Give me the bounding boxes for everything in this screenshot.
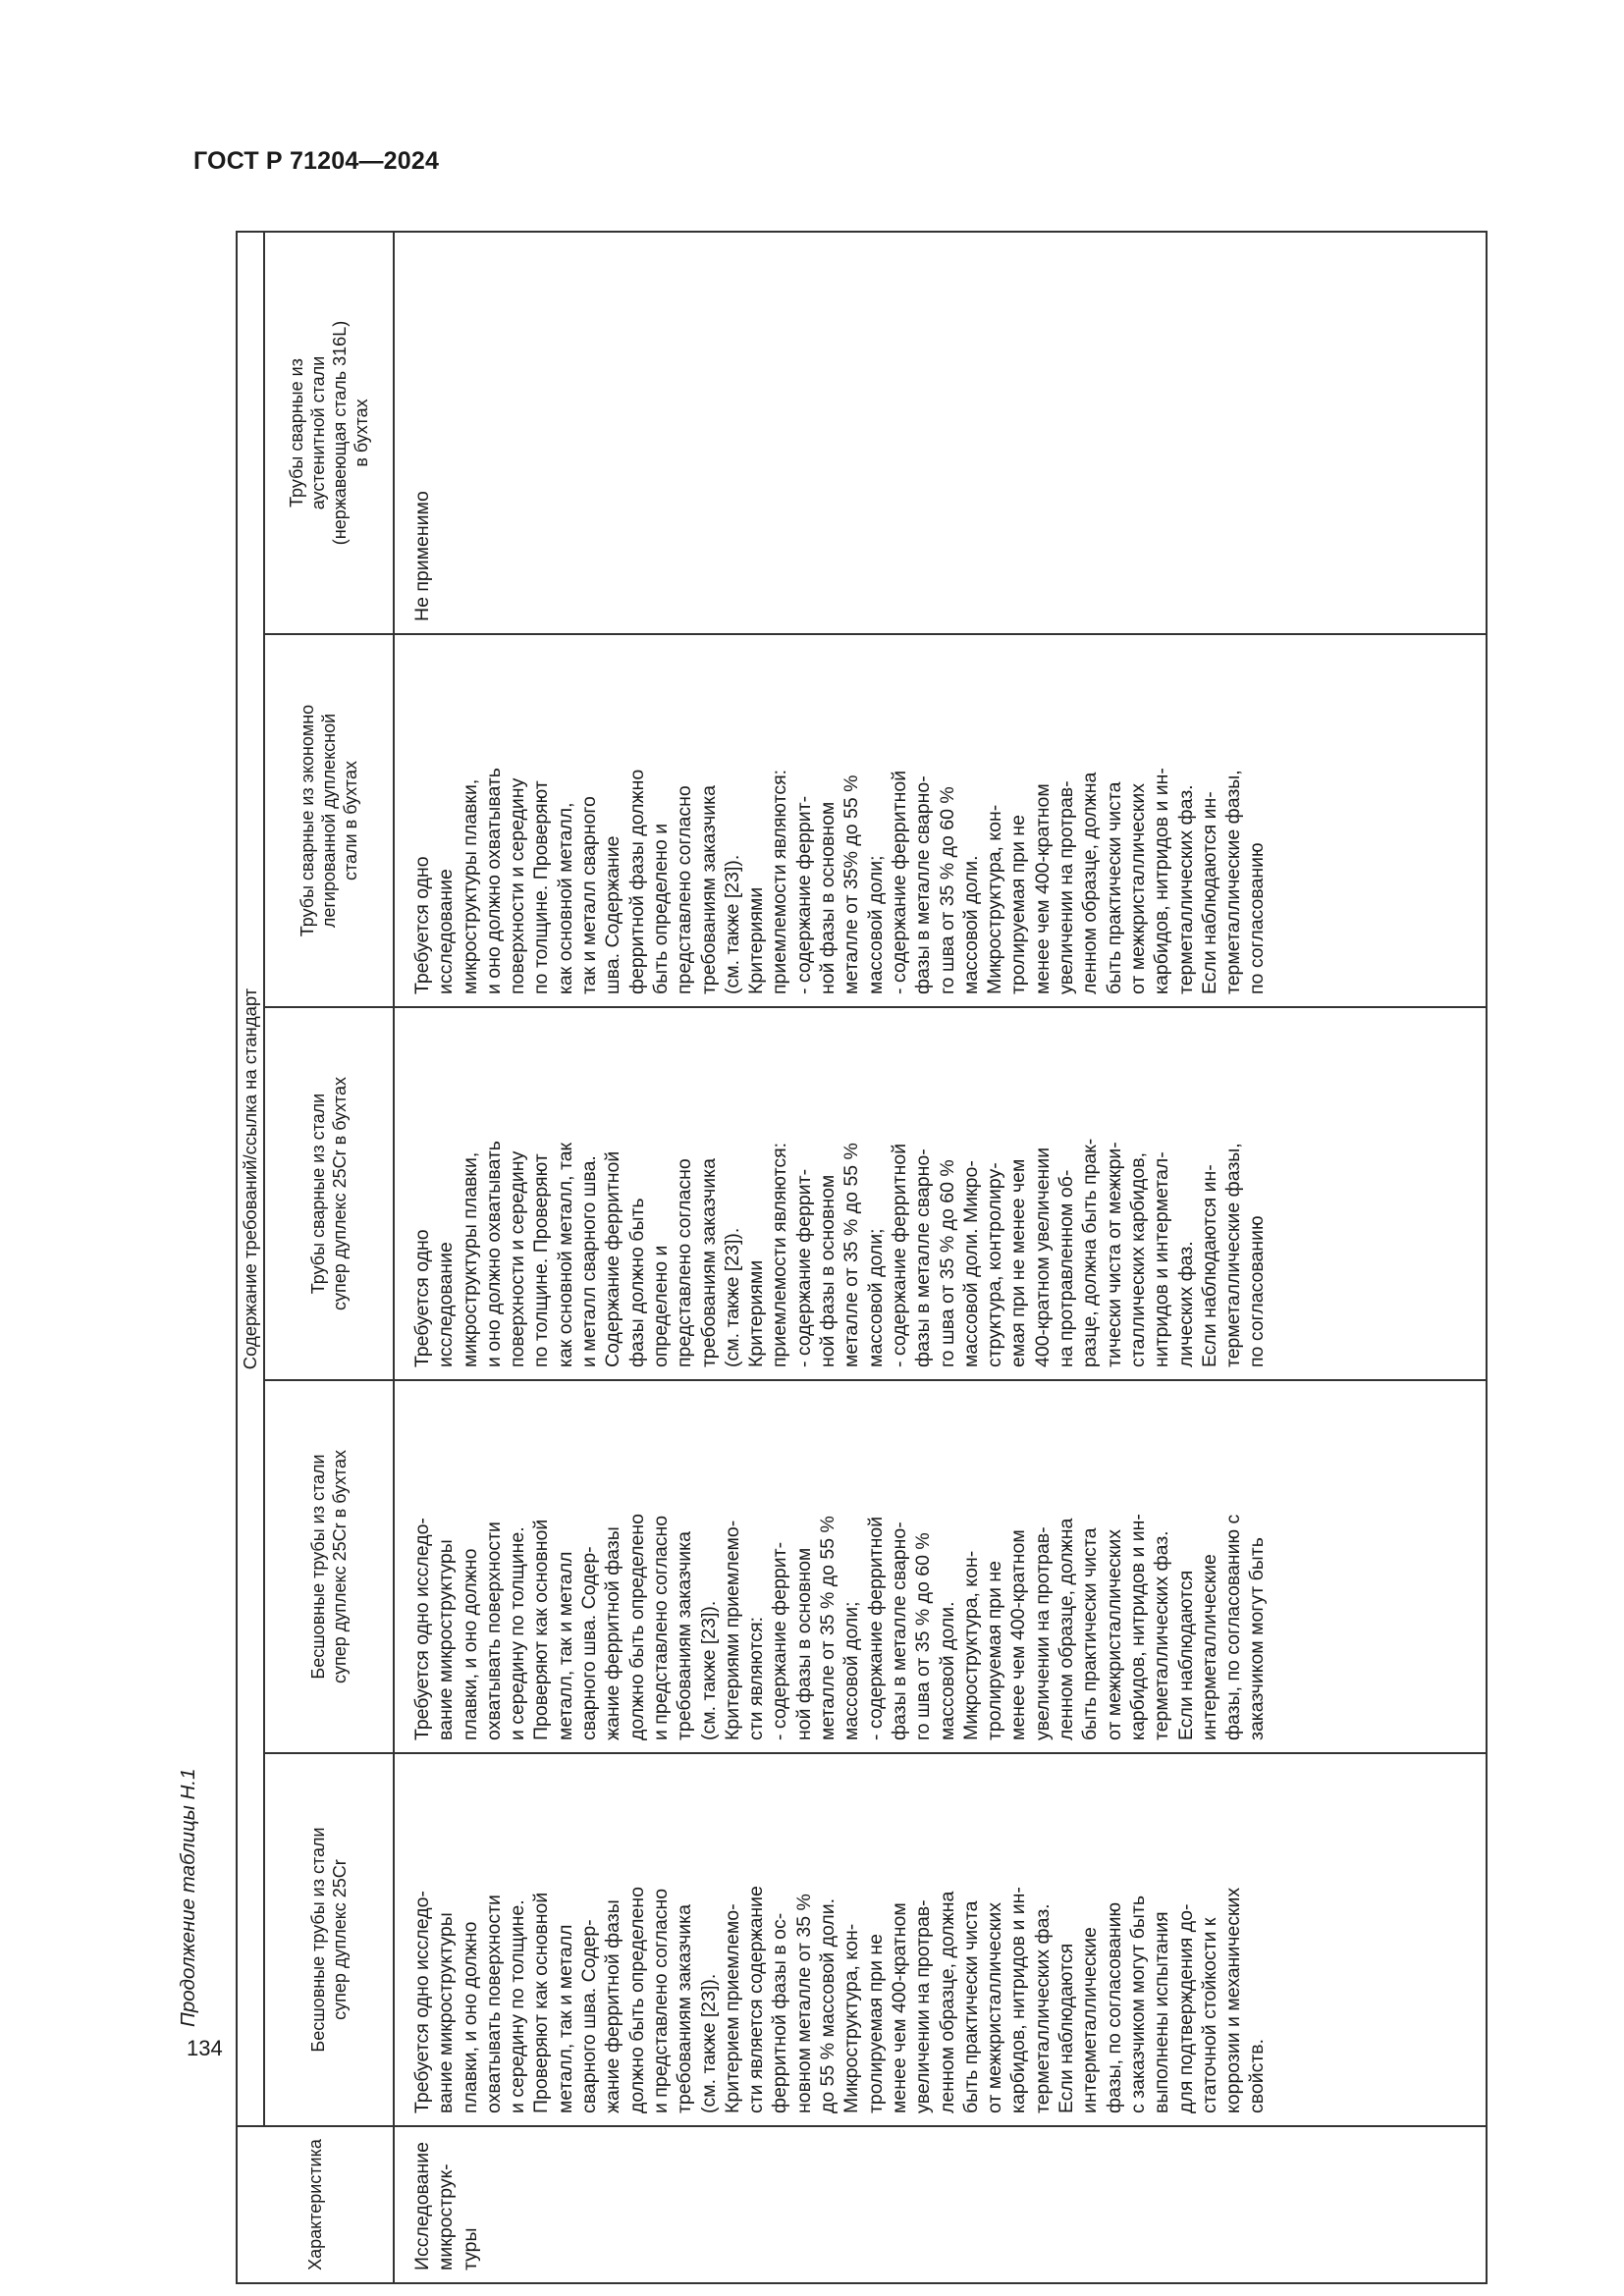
- text-line: (см. также [23]).: [721, 1227, 743, 1367]
- text-line: Требуется одно: [411, 856, 433, 994]
- text-line: металле от 35 % до 55 %: [840, 1143, 863, 1367]
- text-line: стали в бухтах: [341, 761, 360, 881]
- text-line: сти является содержание: [745, 1886, 768, 2113]
- text-line: ной фазы в основном: [817, 1174, 839, 1367]
- text-line: выполнены испытания: [1151, 1911, 1173, 2113]
- cell-characteristic: [394, 2126, 1487, 2283]
- text-line: тролируемая при не: [1007, 814, 1030, 994]
- text-line: жание ферритной фазы: [602, 1526, 624, 1740]
- text-line: массовой доли.: [959, 855, 982, 994]
- text-line: сти являются:: [745, 1616, 768, 1740]
- text-line: от межкристаллических: [1126, 783, 1149, 994]
- text-line: металл, так и металл: [554, 1551, 576, 1740]
- text-line: должно быть определено: [625, 1886, 648, 2113]
- text-line: вание микроструктуры: [435, 1539, 458, 1740]
- text-line: (нержавеющая сталь 316L): [330, 320, 350, 546]
- text-line: Требуется одно исследо-: [411, 1518, 433, 1740]
- text-line: фазы в металле сварно-: [912, 775, 935, 994]
- text-line: Содержание ферритной: [602, 1150, 624, 1367]
- text-line: интерметаллические: [1198, 1554, 1220, 1740]
- text-line: и представлено согласно: [649, 1515, 672, 1740]
- text-line: охватывать поверхности: [482, 1895, 505, 2113]
- text-line: тролируемая при не: [864, 1933, 887, 2113]
- text-line: увеличении на протрав-: [1056, 780, 1078, 994]
- text-line: микроструктуры плавки,: [459, 778, 481, 994]
- text-line: по толщине. Проверяют: [530, 1153, 553, 1367]
- header-seamless-25cr-coil: [264, 1380, 394, 1753]
- table-continuation-label: Продолжение таблицы Н.1: [177, 1768, 199, 2027]
- text-line: микроструктуры плавки,: [459, 1151, 481, 1367]
- cell-seamless-25cr: [394, 1753, 1487, 2126]
- text-line: увеличении на протрав-: [1031, 1526, 1054, 1740]
- text-line: и оно должно охватывать: [482, 768, 505, 994]
- requirements-table: [236, 233, 1488, 2284]
- text-line: (см. также [23]).: [721, 854, 743, 994]
- text-line: - содержание феррит-: [792, 795, 815, 994]
- text-line: Не применимо: [411, 491, 433, 621]
- text-line: Трубы сварные из экономно: [298, 704, 317, 937]
- text-line: структура, контролиру-: [984, 1162, 1006, 1367]
- text-line: фазы в металле сварно-: [912, 1148, 935, 1367]
- document-code: ГОСТ Р 71204—2024: [193, 147, 440, 175]
- text-line: металл, так и металл: [554, 1924, 576, 2113]
- text-line: быть практически чиста: [1103, 781, 1125, 994]
- text-line: Микроструктура, кон-: [959, 1550, 982, 1740]
- text-line: быть определено и: [649, 823, 672, 994]
- text-line: представлено согласно: [674, 1158, 696, 1367]
- text-line: Трубы сварные из: [287, 358, 306, 507]
- text-line: терметаллических фаз.: [1151, 1530, 1173, 1740]
- text-line: приемлемости являются:: [769, 769, 791, 994]
- cell-welded-25cr-coil: [394, 1007, 1487, 1380]
- text-line: Критериями: [745, 886, 768, 994]
- text-line: туры: [459, 2227, 481, 2270]
- text-line: требованиям заказчика: [674, 1531, 696, 1740]
- text-line: Если наблюдаются ин-: [1198, 1164, 1220, 1367]
- text-line: карбидов, нитридов и ин-: [1007, 1887, 1030, 2113]
- text-line: металле от 35 % до 55 %: [817, 1516, 839, 1740]
- text-line: для подтверждения до-: [1174, 1903, 1197, 2113]
- text-line: увеличении на протрав-: [912, 1899, 935, 2113]
- text-line: Проверяют как основной: [530, 1519, 553, 1740]
- text-line: быть практически чиста: [1079, 1527, 1102, 1740]
- cell-seamless-25cr-coil: [394, 1380, 1487, 1753]
- text-line: (см. также [23]).: [697, 1973, 720, 2113]
- text-line: по толщине. Проверяют: [530, 780, 553, 994]
- text-line: терметаллические фазы,: [1222, 770, 1245, 994]
- text-line: от межкристаллических: [984, 1902, 1006, 2113]
- text-line: свойств.: [1246, 2038, 1269, 2113]
- text-line: аустенитной стали: [308, 355, 328, 510]
- text-line: металле от 35% до 55 %: [840, 774, 863, 994]
- header-requirements-group: Содержание требований/ссылка на стандарт: [237, 232, 264, 2126]
- text-line: супер дуплекс 25Cr: [330, 1859, 350, 2020]
- text-line: (см. также [23]).: [697, 1600, 720, 1740]
- text-line: исследование: [435, 869, 458, 994]
- text-line: от межкристаллических: [1103, 1529, 1125, 1740]
- text-line: шва. Содержание: [602, 835, 624, 994]
- text-line: на протравленном об-: [1056, 1169, 1078, 1367]
- text-line: поверхности и середину: [507, 1150, 529, 1367]
- text-line: терметаллических фаз.: [1031, 1903, 1054, 2113]
- text-line: по согласованию: [1246, 1215, 1269, 1367]
- text-line: плавки, и оно должно: [459, 1548, 481, 1740]
- text-line: должно быть определено: [625, 1513, 648, 1740]
- text-line: тролируемая при не: [984, 1560, 1006, 1740]
- text-line: Микроструктура, кон-: [984, 804, 1006, 994]
- text-line: Проверяют как основной: [530, 1892, 553, 2113]
- text-line: Критерием приемлемо-: [721, 1903, 743, 2113]
- text-line: массовой доли;: [864, 1228, 887, 1367]
- text-line: сварного шва. Содер-: [578, 1546, 601, 1740]
- text-line: и представлено согласно: [649, 1888, 672, 2113]
- text-line: супер дуплекс 25Cr в бухтах: [330, 1077, 350, 1310]
- text-line: как основной металл, так: [554, 1142, 576, 1367]
- header-seamless-25cr: [264, 1753, 394, 2126]
- text-line: так и металл сварного: [578, 796, 601, 994]
- text-line: фазы в металле сварно-: [888, 1522, 910, 1740]
- text-line: - содержание феррит-: [792, 1168, 815, 1367]
- text-line: вание микроструктуры: [435, 1912, 458, 2113]
- text-line: ной фазы в основном: [792, 1547, 815, 1740]
- text-line: тически чиста от межкри-: [1103, 1142, 1125, 1367]
- text-line: го шва от 35 % до 60 %: [936, 786, 958, 994]
- text-line: - содержание ферритной: [888, 1143, 910, 1367]
- text-line: Если наблюдаются ин-: [1198, 791, 1220, 994]
- text-line: Характеристика: [305, 2139, 325, 2270]
- text-line: сталлических карбидов,: [1126, 1151, 1149, 1367]
- text-line: Трубы сварные из стали: [308, 1093, 328, 1295]
- text-line: терметаллических фаз.: [1174, 784, 1197, 994]
- page-number: 134: [187, 2036, 223, 2060]
- text-line: - содержание феррит-: [769, 1541, 791, 1740]
- header-characteristic: [237, 2126, 394, 2283]
- text-line: Критериями приемлемо-: [721, 1520, 743, 1740]
- text-line: сварного шва. Содер-: [578, 1919, 601, 2113]
- text-line: ной фазы в основном: [817, 801, 839, 994]
- text-line: Требуется одно: [411, 1229, 433, 1367]
- text-line: требованиям заказчика: [697, 785, 720, 994]
- text-line: плавки, и оно должно: [459, 1921, 481, 2113]
- text-line: массовой доли;: [840, 1601, 863, 1740]
- text-line: - содержание ферритной: [864, 1516, 887, 1740]
- text-line: Микроструктура, кон-: [840, 1923, 863, 2113]
- header-welded-lean-duplex-coil: [264, 634, 394, 1007]
- text-line: Бесшовные трубы из стали: [308, 1827, 328, 2053]
- text-line: го шва от 35 % до 60 %: [912, 1532, 935, 1740]
- text-line: менее чем 400-кратном: [1007, 1529, 1030, 1740]
- text-line: ленном образце, должна: [1056, 1518, 1078, 1740]
- text-line: требованиям заказчика: [697, 1158, 720, 1367]
- text-line: фазы должно быть: [625, 1198, 648, 1367]
- text-line: - содержание ферритной: [888, 770, 910, 994]
- text-line: Если наблюдаются: [1056, 1943, 1078, 2113]
- text-line: Бесшовные трубы из стали: [308, 1454, 328, 1680]
- text-line: и середину по толщине.: [507, 1526, 529, 1740]
- text-line: коррозии и механических: [1222, 1887, 1245, 2113]
- header-welded-316l-coil: [264, 232, 394, 634]
- text-line: интерметаллические: [1079, 1927, 1102, 2113]
- text-line: до 55 % массовой доли.: [817, 1897, 839, 2113]
- text-line: ферритной фазы должно: [625, 769, 648, 994]
- text-line: ферритной фазы в ос-: [769, 1912, 791, 2113]
- text-line: представлено согласно: [674, 785, 696, 994]
- text-line: массовой доли;: [864, 855, 887, 994]
- text-line: го шва от 35 % до 60 %: [936, 1159, 958, 1367]
- text-line: карбидов, нитридов и ин-: [1126, 1514, 1149, 1740]
- text-line: заказчиком могут быть: [1246, 1537, 1269, 1740]
- text-line: Если наблюдаются: [1174, 1570, 1197, 1740]
- text-line: Требуется одно исследо-: [411, 1891, 433, 2113]
- text-line: по согласованию: [1246, 842, 1269, 994]
- text-line: 400-кратном увеличении: [1031, 1147, 1054, 1367]
- text-line: определено и: [649, 1245, 672, 1367]
- text-line: и оно должно охватывать: [482, 1141, 505, 1367]
- text-line: новном металле от 35 %: [792, 1894, 815, 2113]
- text-line: лических фаз.: [1174, 1241, 1197, 1367]
- text-line: ленном образце, должна: [1079, 772, 1102, 994]
- text-line: фазы, по согласованию: [1103, 1901, 1125, 2113]
- text-line: фазы, по согласованию с: [1222, 1514, 1245, 1740]
- text-line: Исследование: [411, 2141, 433, 2270]
- text-line: с заказчиком могут быть: [1126, 1895, 1149, 2113]
- text-line: супер дуплекс 25Cr в бухтах: [330, 1450, 350, 1683]
- text-line: нитридов и интерметал-: [1151, 1151, 1173, 1367]
- text-line: и середину по толщине.: [507, 1899, 529, 2113]
- text-line: терметаллические фазы,: [1222, 1143, 1245, 1367]
- text-line: приемлемости являются:: [769, 1142, 791, 1367]
- text-line: массовой доли.: [936, 1601, 958, 1740]
- text-line: Критериями: [745, 1259, 768, 1367]
- text-line: охватывать поверхности: [482, 1522, 505, 1740]
- header-welded-25cr-coil: [264, 1007, 394, 1380]
- cell-welded-lean-duplex-coil: [394, 634, 1487, 1007]
- text-line: легированной дуплексной: [319, 713, 339, 929]
- table-row: [394, 232, 1487, 2283]
- text-line: массовой доли. Микро-: [959, 1160, 982, 1367]
- text-line: менее чем 400-кратном: [888, 1902, 910, 2113]
- text-line: менее чем 400-кратном: [1031, 783, 1054, 994]
- text-line: микрострук-: [435, 2163, 458, 2270]
- text-line: статочной стойкости к: [1198, 1917, 1220, 2113]
- text-line: емая при не менее чем: [1007, 1158, 1030, 1367]
- text-line: быть практически чиста: [959, 1900, 982, 2113]
- text-line: и металл сварного шва.: [578, 1155, 601, 1367]
- text-line: ленном образце, должна: [936, 1891, 958, 2113]
- text-line: в бухтах: [352, 399, 371, 467]
- text-line: требованиям заказчика: [674, 1904, 696, 2113]
- text-line: как основной металл,: [554, 802, 576, 994]
- text-line: жание ферритной фазы: [602, 1899, 624, 2113]
- text-line: разце, должна быть прак-: [1079, 1138, 1102, 1367]
- text-line: поверхности и середину: [507, 777, 529, 994]
- cell-welded-316l-coil: [394, 232, 1487, 634]
- text-line: карбидов, нитридов и ин-: [1151, 768, 1173, 994]
- text-line: исследование: [435, 1242, 458, 1367]
